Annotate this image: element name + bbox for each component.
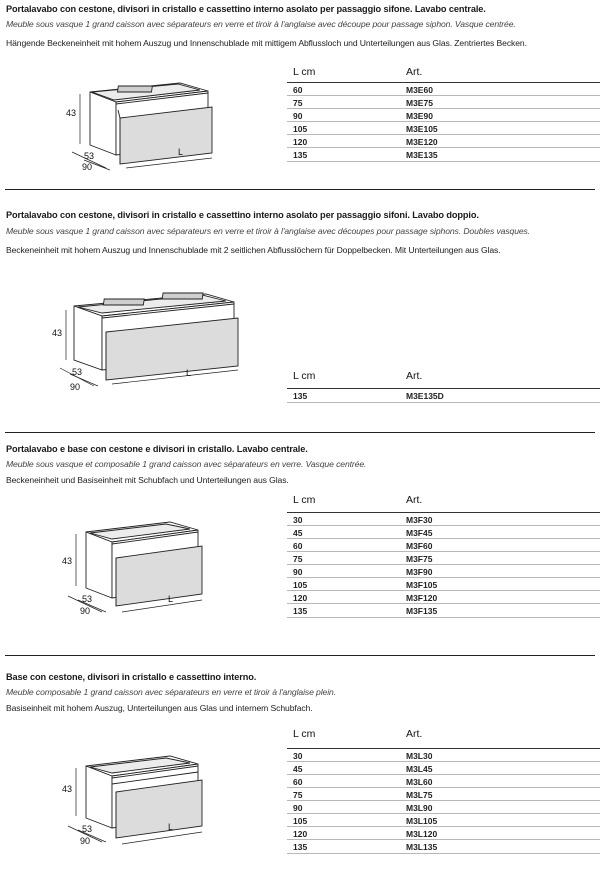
table-row (287, 748, 600, 762)
cabinet-drawing (48, 272, 248, 398)
table-row (287, 813, 600, 827)
length-cell: 60 (293, 85, 303, 95)
table-row (287, 603, 600, 618)
svg-text:L: L (186, 368, 192, 378)
table-row (287, 787, 600, 801)
length-cell: 135 (293, 842, 308, 852)
svg-text:43: 43 (62, 556, 73, 566)
length-cell: 135 (293, 606, 308, 616)
column-header-length: L cm (293, 728, 316, 740)
length-cell: 30 (293, 751, 303, 761)
svg-text:90: 90 (80, 606, 91, 616)
section-description-french: Meuble sous vasque 1 grand caisson avec séparateurs en verre et tiroir à l'anglaise avec découpe pour passage siphon. Vasque centrée. (6, 19, 516, 29)
section-description-french: Meuble composable 1 grand caisson avec séparateurs en verre et tiroir à l'anglaise plein. (6, 687, 336, 697)
length-cell: 75 (293, 790, 303, 800)
length-cell: 90 (293, 111, 303, 121)
svg-text:53: 53 (72, 367, 83, 377)
length-cell: 45 (293, 764, 303, 774)
article-cell: M3E75 (406, 98, 433, 108)
length-dimension: L (178, 147, 184, 157)
table-row (287, 774, 600, 788)
article-cell: M3F135 (406, 606, 438, 616)
length-cell: 105 (293, 124, 308, 134)
article-cell: M3F30 (406, 515, 433, 525)
column-header-article: Art. (406, 494, 423, 506)
section-divider (5, 189, 595, 190)
column-header-article: Art. (406, 728, 423, 740)
article-cell: M3E105 (406, 124, 438, 134)
table-row (287, 95, 600, 109)
length-cell: 90 (293, 567, 303, 577)
length-cell: 120 (293, 829, 308, 839)
table-row (287, 82, 600, 96)
section-description-french: Meuble sous vasque 1 grand caisson avec séparateurs en verre et tiroir à l'anglaise avec découpes pour passage siphons. Doubles vasques. (6, 226, 531, 236)
length-cell: 90 (293, 803, 303, 813)
height-dimension: 43 (66, 108, 77, 118)
svg-text:43: 43 (52, 328, 63, 338)
column-header-article: Art. (406, 370, 423, 382)
article-cell: M3L135 (406, 842, 438, 852)
section-divider (5, 432, 595, 433)
article-cell: M3F120 (406, 593, 438, 603)
article-cell: M3L45 (406, 764, 433, 774)
article-cell: M3L90 (406, 803, 433, 813)
table-row (287, 525, 600, 539)
section-title: Portalavabo con cestone, divisori in cristallo e cassettino interno asolato per passaggio sifoni. Lavabo doppio. (6, 210, 479, 220)
article-cell: M3F60 (406, 541, 433, 551)
table-row (287, 134, 600, 148)
section-title: Portalavabo e base con cestone e divisori in cristallo. Lavabo centrale. (6, 444, 308, 454)
svg-text:53: 53 (82, 824, 93, 834)
width-dimension: 90 (82, 162, 93, 172)
svg-text:90: 90 (70, 382, 81, 392)
svg-text:90: 90 (80, 836, 91, 846)
section-description-german: Basiseinheit mit hohem Auszug, Unterteilungen aus Glas und internem Schubfach. (6, 703, 313, 713)
length-cell: 105 (293, 816, 308, 826)
table-row (287, 800, 600, 814)
depth-dimension: 53 (84, 151, 95, 161)
length-cell: 60 (293, 777, 303, 787)
table-row (287, 577, 600, 591)
svg-text:L: L (168, 594, 174, 604)
length-cell: 135 (293, 150, 308, 160)
table-row (287, 512, 600, 526)
column-header-length: L cm (293, 370, 316, 382)
length-cell: 30 (293, 515, 303, 525)
article-cell: M3F45 (406, 528, 433, 538)
table-row (287, 826, 600, 840)
length-cell: 105 (293, 580, 308, 590)
column-header-length: L cm (293, 66, 316, 78)
table-row (287, 839, 600, 854)
length-cell: 45 (293, 528, 303, 538)
section-description-german: Hängende Beckeneinheit mit hohem Auszug und Innenschublade mit mittigem Abflussloch und Unterteilungen aus Glas. Zentriertes Becken. (6, 38, 527, 48)
article-cell: M3L105 (406, 816, 438, 826)
table-row (287, 538, 600, 552)
length-cell: 135 (293, 391, 308, 401)
cabinet-drawing (50, 60, 220, 172)
article-cell: M3L30 (406, 751, 433, 761)
svg-text:L: L (168, 822, 174, 832)
article-cell: M3E60 (406, 85, 433, 95)
article-cell: M3L60 (406, 777, 433, 787)
cabinet-drawing (50, 740, 220, 852)
section-title: Base con cestone, divisori in cristallo e cassettino interno. (6, 672, 257, 682)
section-description-german: Beckeneinheit und Basiseinheit mit Schubfach und Unterteilungen aus Glas. (6, 475, 289, 485)
table-row (287, 121, 600, 135)
article-cell: M3E120 (406, 137, 438, 147)
article-cell: M3F75 (406, 554, 433, 564)
column-header-length: L cm (293, 494, 316, 506)
length-cell: 75 (293, 554, 303, 564)
column-header-article: Art. (406, 66, 423, 78)
section-description-german: Beckeneinheit mit hohem Auszug und Innenschublade mit 2 seitlichen Abflusslöchern für Doppelbecken. Mit Unterteilungen aus Glas. (6, 245, 501, 255)
length-cell: 60 (293, 541, 303, 551)
article-cell: M3E90 (406, 111, 433, 121)
length-cell: 75 (293, 98, 303, 108)
table-row (287, 590, 600, 604)
article-cell: M3E135D (406, 391, 444, 401)
table-row (287, 564, 600, 578)
section-divider (5, 655, 595, 656)
section-title: Portalavabo con cestone, divisori in cristallo e cassettino interno asolato per passaggio sifone. Lavabo centrale. (6, 4, 486, 14)
svg-text:53: 53 (82, 594, 93, 604)
article-cell: M3F105 (406, 580, 438, 590)
article-cell: M3E135 (406, 150, 438, 160)
article-cell: M3L120 (406, 829, 438, 839)
length-cell: 120 (293, 137, 308, 147)
svg-text:43: 43 (62, 784, 73, 794)
table-row (287, 388, 600, 403)
article-cell: M3F90 (406, 567, 433, 577)
article-cell: M3L75 (406, 790, 433, 800)
section-description-french: Meuble sous vasque et composable 1 grand caisson avec séparateurs en verre. Vasque centrée. (6, 459, 367, 469)
table-row (287, 761, 600, 775)
table-row (287, 551, 600, 565)
table-row (287, 108, 600, 122)
cabinet-drawing (50, 506, 220, 622)
table-row (287, 147, 600, 162)
length-cell: 120 (293, 593, 308, 603)
